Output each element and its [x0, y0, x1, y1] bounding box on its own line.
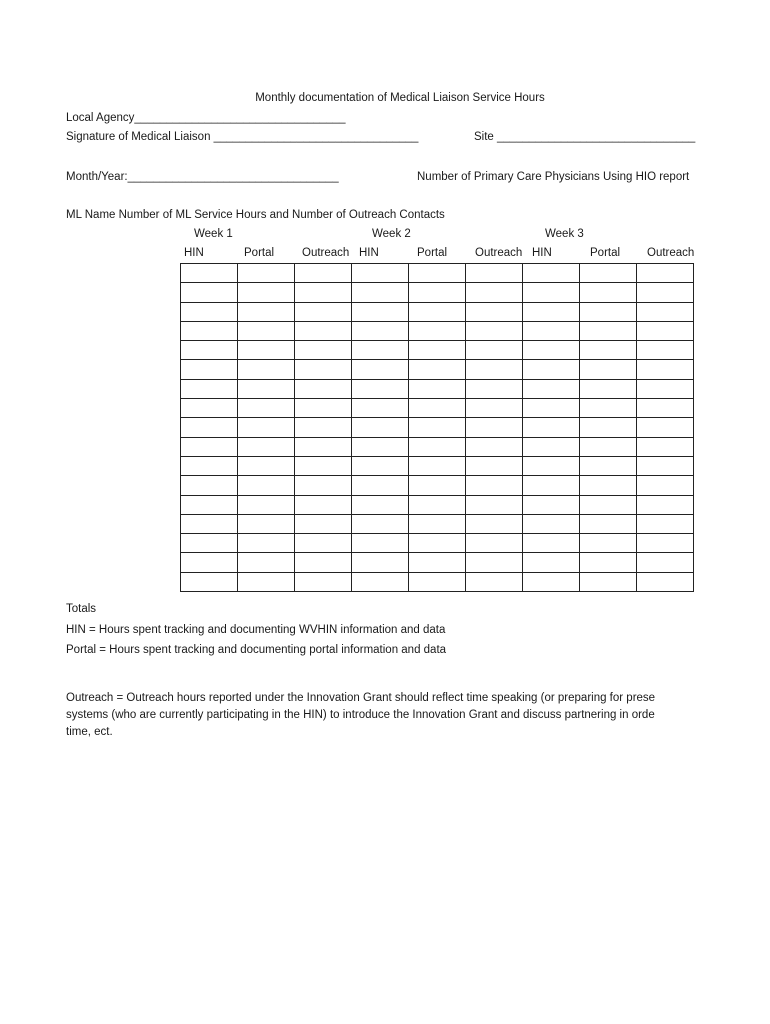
- portal-definition: Portal = Hours spent tracking and documenting portal information and data: [66, 644, 447, 656]
- table-cell[interactable]: [238, 321, 295, 340]
- table-cell[interactable]: [580, 418, 637, 437]
- table-cell[interactable]: [295, 553, 352, 572]
- table-cell[interactable]: [409, 264, 466, 283]
- table-cell[interactable]: [637, 514, 694, 533]
- table-cell[interactable]: [409, 283, 466, 302]
- table-row: [181, 534, 694, 553]
- table-cell[interactable]: [295, 360, 352, 379]
- table-cell[interactable]: [181, 437, 238, 456]
- table-row: [181, 553, 694, 572]
- table-cell[interactable]: [181, 476, 238, 495]
- table-cell[interactable]: [523, 476, 580, 495]
- outreach-definition-line: time, ect.: [66, 726, 113, 738]
- table-cell[interactable]: [580, 341, 637, 360]
- table-cell[interactable]: [637, 437, 694, 456]
- table-intro: ML Name Number of ML Service Hours and Number of Outreach Contacts: [66, 209, 445, 221]
- table-cell[interactable]: [238, 495, 295, 514]
- table-cell[interactable]: [238, 302, 295, 321]
- table-cell[interactable]: [181, 514, 238, 533]
- table-cell[interactable]: [238, 476, 295, 495]
- table-cell[interactable]: [637, 534, 694, 553]
- table-cell[interactable]: [295, 514, 352, 533]
- table-cell[interactable]: [637, 495, 694, 514]
- table-cell[interactable]: [580, 553, 637, 572]
- table-cell[interactable]: [295, 476, 352, 495]
- table-cell[interactable]: [352, 360, 409, 379]
- table-cell[interactable]: [352, 456, 409, 475]
- table-cell[interactable]: [523, 437, 580, 456]
- hours-grid: [180, 263, 694, 592]
- column-header: Outreach: [647, 247, 695, 259]
- form-title: Monthly documentation of Medical Liaison Service Hours: [255, 92, 545, 104]
- table-cell[interactable]: [238, 379, 295, 398]
- table-cell[interactable]: [466, 302, 523, 321]
- table-cell[interactable]: [181, 534, 238, 553]
- table-cell[interactable]: [523, 341, 580, 360]
- table-cell[interactable]: [352, 572, 409, 591]
- table-cell[interactable]: [523, 456, 580, 475]
- table-cell[interactable]: [523, 534, 580, 553]
- table-cell[interactable]: [295, 495, 352, 514]
- table-cell[interactable]: [409, 379, 466, 398]
- table-cell[interactable]: [295, 379, 352, 398]
- table-row: [181, 399, 694, 418]
- outreach-definition-line: systems (who are currently participating in the HIN) to introduce the Innovation Grant and discuss partnering in orde: [66, 709, 655, 721]
- table-cell[interactable]: [409, 476, 466, 495]
- table-cell[interactable]: [409, 341, 466, 360]
- table-row: [181, 264, 694, 283]
- week-2-label: Week 2: [372, 228, 411, 240]
- table-cell[interactable]: [580, 379, 637, 398]
- table-cell[interactable]: [580, 302, 637, 321]
- table-cell[interactable]: [352, 321, 409, 340]
- totals-label: Totals: [66, 603, 97, 615]
- table-cell[interactable]: [238, 553, 295, 572]
- table-cell[interactable]: [637, 456, 694, 475]
- column-header: HIN: [532, 247, 552, 259]
- local-agency-field[interactable]: Local Agency_________________________________: [66, 112, 346, 124]
- table-cell[interactable]: [181, 572, 238, 591]
- table-cell[interactable]: [238, 341, 295, 360]
- table-cell[interactable]: [523, 514, 580, 533]
- table-cell[interactable]: [466, 456, 523, 475]
- table-cell[interactable]: [466, 495, 523, 514]
- table-cell[interactable]: [637, 553, 694, 572]
- table-row: [181, 302, 694, 321]
- table-cell[interactable]: [580, 321, 637, 340]
- table-cell[interactable]: [181, 553, 238, 572]
- table-cell[interactable]: [466, 283, 523, 302]
- table-cell[interactable]: [409, 437, 466, 456]
- table-cell[interactable]: [352, 437, 409, 456]
- table-cell[interactable]: [580, 456, 637, 475]
- table-cell[interactable]: [637, 264, 694, 283]
- table-cell[interactable]: [409, 399, 466, 418]
- table-cell[interactable]: [181, 302, 238, 321]
- column-header: Portal: [590, 247, 621, 259]
- table-cell[interactable]: [637, 572, 694, 591]
- column-header: HIN: [359, 247, 379, 259]
- table-cell[interactable]: [523, 399, 580, 418]
- table-cell[interactable]: [352, 264, 409, 283]
- table-cell[interactable]: [580, 534, 637, 553]
- table-cell[interactable]: [466, 399, 523, 418]
- table-cell[interactable]: [580, 264, 637, 283]
- table-cell[interactable]: [409, 514, 466, 533]
- table-cell[interactable]: [466, 379, 523, 398]
- table-cell[interactable]: [466, 553, 523, 572]
- table-cell[interactable]: [181, 321, 238, 340]
- table-cell[interactable]: [637, 379, 694, 398]
- table-cell[interactable]: [523, 379, 580, 398]
- table-cell[interactable]: [580, 360, 637, 379]
- table-cell[interactable]: [181, 341, 238, 360]
- table-cell[interactable]: [409, 534, 466, 553]
- table-cell[interactable]: [295, 283, 352, 302]
- table-cell[interactable]: [238, 264, 295, 283]
- week-3-label: Week 3: [545, 228, 584, 240]
- table-cell[interactable]: [466, 534, 523, 553]
- table-cell[interactable]: [580, 514, 637, 533]
- table-cell[interactable]: [466, 321, 523, 340]
- table-cell[interactable]: [637, 321, 694, 340]
- table-cell[interactable]: [238, 399, 295, 418]
- table-cell[interactable]: [352, 302, 409, 321]
- column-header: Outreach: [475, 247, 523, 259]
- table-cell[interactable]: [637, 476, 694, 495]
- table-cell[interactable]: [181, 379, 238, 398]
- table-cell[interactable]: [466, 418, 523, 437]
- table-cell[interactable]: [238, 437, 295, 456]
- table-cell[interactable]: [409, 418, 466, 437]
- table-row: [181, 321, 694, 340]
- table-cell[interactable]: [637, 302, 694, 321]
- table-cell[interactable]: [523, 418, 580, 437]
- site-field[interactable]: Site _______________________________: [474, 131, 696, 143]
- table-cell[interactable]: [295, 399, 352, 418]
- table-cell[interactable]: [295, 534, 352, 553]
- table-cell[interactable]: [523, 572, 580, 591]
- table-cell[interactable]: [295, 418, 352, 437]
- table-cell[interactable]: [295, 341, 352, 360]
- table-cell[interactable]: [352, 514, 409, 533]
- table-cell[interactable]: [181, 456, 238, 475]
- table-cell[interactable]: [181, 264, 238, 283]
- table-cell[interactable]: [466, 437, 523, 456]
- table-cell[interactable]: [238, 360, 295, 379]
- column-header: Outreach: [302, 247, 350, 259]
- table-cell[interactable]: [523, 264, 580, 283]
- table-cell[interactable]: [466, 572, 523, 591]
- table-cell[interactable]: [295, 302, 352, 321]
- table-cell[interactable]: [466, 360, 523, 379]
- table-row: [181, 437, 694, 456]
- table-cell[interactable]: [580, 476, 637, 495]
- table-cell[interactable]: [466, 341, 523, 360]
- table-cell[interactable]: [295, 572, 352, 591]
- table-cell[interactable]: [181, 495, 238, 514]
- table-cell[interactable]: [352, 495, 409, 514]
- table-cell[interactable]: [238, 456, 295, 475]
- table-row: [181, 283, 694, 302]
- table-cell[interactable]: [352, 399, 409, 418]
- table-cell[interactable]: [523, 321, 580, 340]
- table-cell[interactable]: [580, 283, 637, 302]
- table-cell[interactable]: [238, 418, 295, 437]
- table-cell[interactable]: [466, 476, 523, 495]
- table-cell[interactable]: [238, 283, 295, 302]
- table-cell[interactable]: [409, 456, 466, 475]
- table-cell[interactable]: [523, 302, 580, 321]
- table-cell[interactable]: [409, 553, 466, 572]
- table-cell[interactable]: [637, 283, 694, 302]
- table-cell[interactable]: [637, 399, 694, 418]
- table-row: [181, 360, 694, 379]
- table-cell[interactable]: [523, 495, 580, 514]
- table-cell[interactable]: [637, 341, 694, 360]
- table-cell[interactable]: [295, 321, 352, 340]
- table-row: [181, 418, 694, 437]
- physicians-count-label: Number of Primary Care Physicians Using HIO report: [417, 171, 690, 183]
- table-cell[interactable]: [352, 283, 409, 302]
- table-row: [181, 456, 694, 475]
- column-header: Portal: [417, 247, 448, 259]
- column-header: Portal: [244, 247, 275, 259]
- signature-field[interactable]: Signature of Medical Liaison ________________________________: [66, 131, 419, 143]
- table-cell[interactable]: [580, 437, 637, 456]
- month-year-field[interactable]: Month/Year:_________________________________: [66, 171, 339, 183]
- table-cell[interactable]: [352, 379, 409, 398]
- table-row: [181, 572, 694, 591]
- table-row: [181, 495, 694, 514]
- outreach-definition-line: Outreach = Outreach hours reported under the Innovation Grant should reflect time speaking (or preparing for prese: [66, 692, 656, 704]
- table-cell[interactable]: [295, 437, 352, 456]
- table-row: [181, 476, 694, 495]
- table-cell[interactable]: [352, 553, 409, 572]
- hin-definition: HIN = Hours spent tracking and documenting WVHIN information and data: [66, 624, 446, 636]
- table-cell[interactable]: [409, 360, 466, 379]
- table-cell[interactable]: [580, 399, 637, 418]
- table-cell[interactable]: [181, 399, 238, 418]
- table-cell[interactable]: [523, 283, 580, 302]
- table-cell[interactable]: [181, 283, 238, 302]
- table-cell[interactable]: [181, 418, 238, 437]
- column-header: HIN: [184, 247, 204, 259]
- table-cell[interactable]: [466, 514, 523, 533]
- table-row: [181, 379, 694, 398]
- table-cell[interactable]: [409, 495, 466, 514]
- table-cell[interactable]: [466, 264, 523, 283]
- table-row: [181, 514, 694, 533]
- table-cell[interactable]: [352, 476, 409, 495]
- table-cell[interactable]: [580, 572, 637, 591]
- table-cell[interactable]: [238, 534, 295, 553]
- table-cell[interactable]: [181, 360, 238, 379]
- table-cell[interactable]: [295, 264, 352, 283]
- week-1-label: Week 1: [194, 228, 233, 240]
- table-cell[interactable]: [409, 321, 466, 340]
- table-cell[interactable]: [352, 341, 409, 360]
- table-cell[interactable]: [238, 572, 295, 591]
- table-cell[interactable]: [238, 514, 295, 533]
- table-cell[interactable]: [352, 418, 409, 437]
- table-cell[interactable]: [523, 553, 580, 572]
- table-cell[interactable]: [295, 456, 352, 475]
- table-cell[interactable]: [409, 572, 466, 591]
- table-cell[interactable]: [637, 418, 694, 437]
- table-cell[interactable]: [580, 495, 637, 514]
- table-cell[interactable]: [637, 360, 694, 379]
- table-row: [181, 341, 694, 360]
- table-cell[interactable]: [409, 302, 466, 321]
- table-cell[interactable]: [352, 534, 409, 553]
- table-cell[interactable]: [523, 360, 580, 379]
